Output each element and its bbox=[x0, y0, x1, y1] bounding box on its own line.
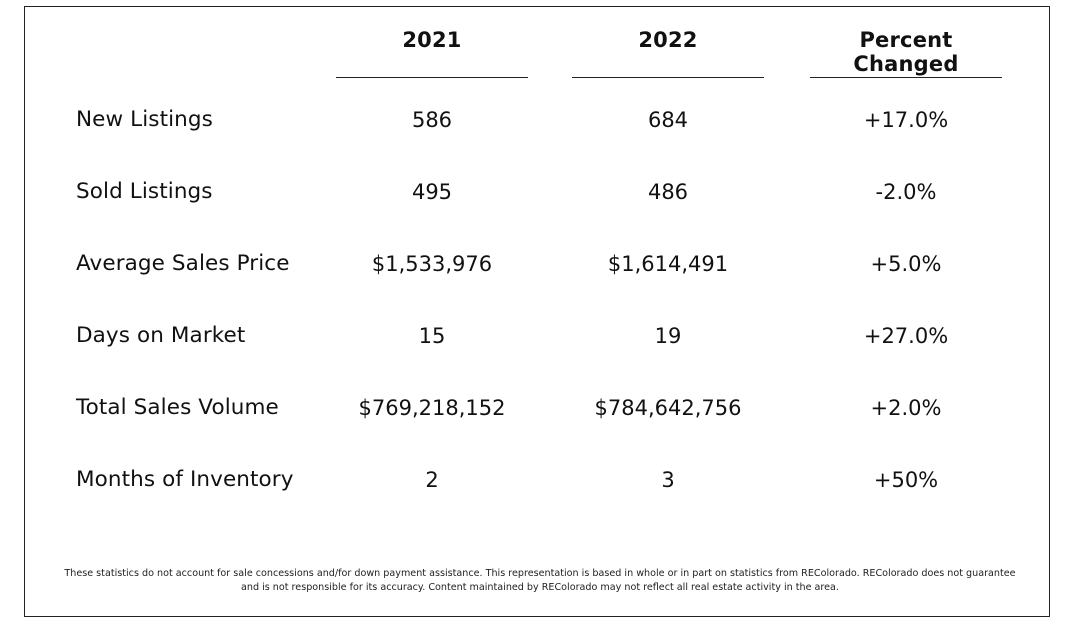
cell-days-on-market-2021: 15 bbox=[418, 324, 446, 348]
cell-months-of-inventory-2021: 2 bbox=[425, 468, 439, 492]
column-header-percent-changed: Percent Changed bbox=[853, 28, 959, 76]
row-label-sold-listings: Sold Listings bbox=[76, 179, 213, 204]
row-label-days-on-market: Days on Market bbox=[76, 323, 246, 348]
cell-new-listings-2021: 586 bbox=[411, 108, 453, 132]
cell-average-sales-price-2021: $1,533,976 bbox=[371, 252, 493, 276]
column-header-2021: 2021 bbox=[402, 28, 462, 52]
cell-months-of-inventory-2022: 3 bbox=[661, 468, 675, 492]
cell-days-on-market-change: +27.0% bbox=[863, 324, 949, 348]
cell-total-sales-volume-change: +2.0% bbox=[870, 396, 942, 420]
cell-total-sales-volume-2021: $769,218,152 bbox=[358, 396, 506, 420]
column-divider-percent-changed bbox=[810, 77, 1002, 78]
cell-new-listings-2022: 684 bbox=[647, 108, 689, 132]
disclaimer-text: These statistics do not account for sale concessions and/for down payment assistance. This representation is based in whole or in part on statistics from REColorado. REColorado does not guarantee and is not responsible for its accuracy. Content maintained by REColorado may not reflect all real estate activity in the area. bbox=[64, 568, 1016, 593]
cell-sold-listings-2021: 495 bbox=[411, 180, 453, 204]
row-label-months-of-inventory: Months of Inventory bbox=[76, 467, 294, 492]
cell-sold-listings-change: -2.0% bbox=[875, 180, 937, 204]
cell-days-on-market-2022: 19 bbox=[654, 324, 682, 348]
cell-months-of-inventory-change: +50% bbox=[873, 468, 939, 492]
column-divider-2021 bbox=[336, 77, 528, 78]
column-divider-2022 bbox=[572, 77, 764, 78]
cell-sold-listings-2022: 486 bbox=[647, 180, 689, 204]
cell-average-sales-price-change: +5.0% bbox=[870, 252, 942, 276]
cell-total-sales-volume-2022: $784,642,756 bbox=[594, 396, 742, 420]
cell-average-sales-price-2022: $1,614,491 bbox=[607, 252, 729, 276]
column-header-2022: 2022 bbox=[638, 28, 698, 52]
row-label-average-sales-price: Average Sales Price bbox=[76, 251, 290, 276]
stats-table-frame bbox=[24, 6, 1050, 617]
row-label-total-sales-volume: Total Sales Volume bbox=[76, 395, 279, 420]
cell-new-listings-change: +17.0% bbox=[863, 108, 949, 132]
row-label-new-listings: New Listings bbox=[76, 107, 213, 132]
